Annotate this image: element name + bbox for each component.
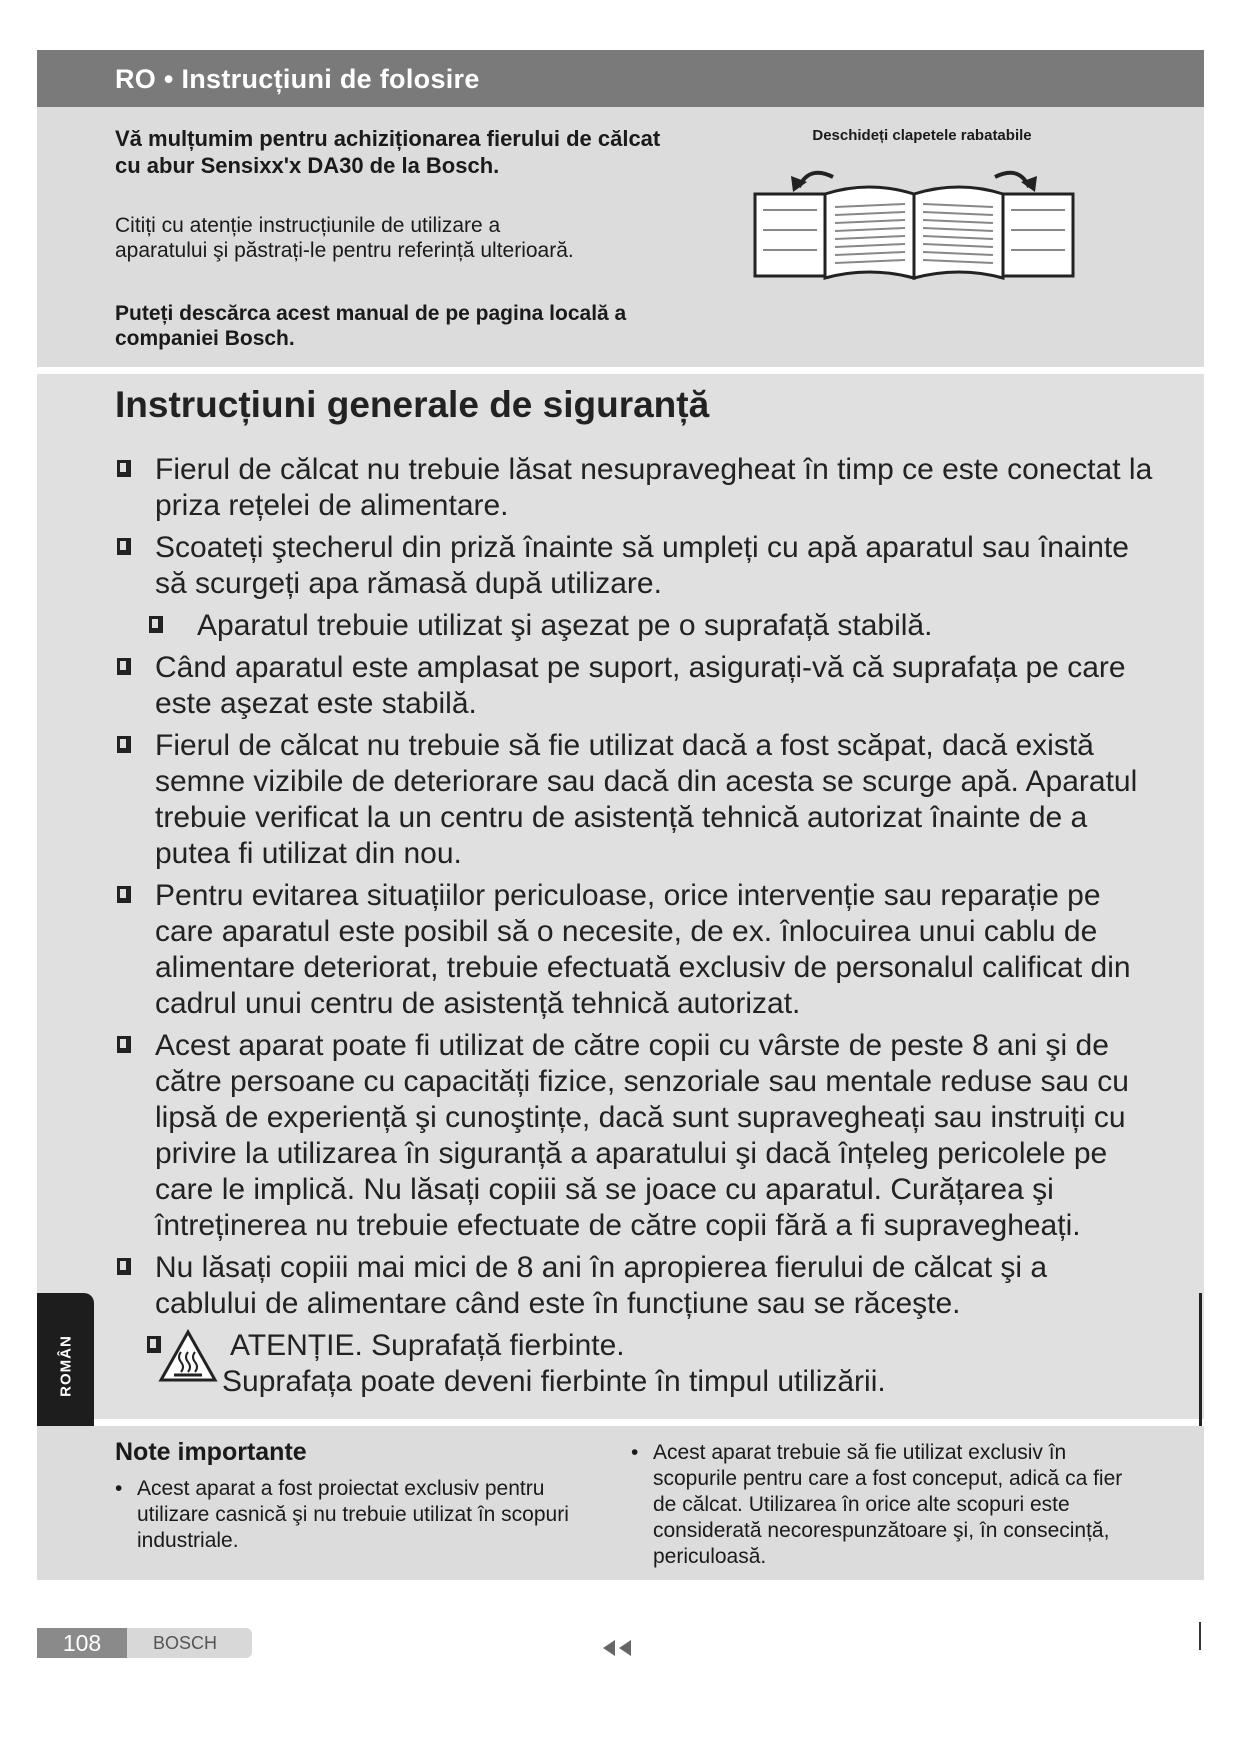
page-header — [37, 50, 1204, 107]
intro-thanks: Vă mulțumim pentru achiziționarea fierului de călcat cu abur Sensixx'x DA30 de la Bosch. — [115, 126, 661, 178]
list-item: Aparatul trebuie utilizat şi aşezat pe o suprafață stabilă. — [115, 608, 1155, 644]
footer-rule — [1199, 1622, 1201, 1650]
list-item: Acest aparat poate fi utilizat de către copii cu vârste de peste 8 ani şi de către persoane cu capacități fizice, senzoriale sau mentale reduse sau cu lipsă de experiență şi cunoştințe, dacă sunt supravegheați sau instruiți cu privire la utilizarea în siguranță a aparatului şi dacă înțeleg pericolele pe care le implică. Nu lăsați copiii să se joace cu aparatul. Curățarea şi întreținerea nu trebuie efectuate de către copii fără a fi supravegheați. — [115, 1028, 1155, 1244]
page-number: 108 — [37, 1628, 127, 1658]
list-item: Nu lăsați copiii mai mici de 8 ani în apropierea fierului de călcat şi a cablului de alimentare când este în funcțiune sau se răceşte. — [115, 1250, 1155, 1322]
hot-surface-warning-icon — [157, 1328, 219, 1384]
margin-rule — [1199, 1293, 1202, 1433]
list-item: Când aparatul este amplasat pe suport, asigurați-vă că suprafața pe care este aşezat este stabilă. — [115, 650, 1155, 722]
previous-page-icon[interactable] — [601, 1639, 635, 1657]
list-item: Scoateți ştecherul din priză înainte să umpleți cu apă aparatul sau înainte să scurgeți apa rămasă după utilizare. — [115, 530, 1155, 602]
checkbox-bullet-icon — [117, 736, 131, 753]
header-title: RO • Instrucțiuni de folosire — [115, 64, 480, 94]
checkbox-bullet-icon — [149, 616, 163, 633]
figure-caption: Deschideți clapetele rabatabile — [812, 127, 1032, 144]
checkbox-bullet-icon — [117, 460, 131, 477]
list-item: Fierul de călcat nu trebuie să fie utilizat dacă a fost scăpat, dacă există semne vizibile de deteriorare sau dacă din acesta se scurge apă. Aparatul trebuie verificat la un centru de asistență tehnică autorizat înainte de a putea fi utilizat din nou. — [115, 728, 1155, 872]
safety-title: Instrucțiuni generale de siguranță — [115, 384, 710, 425]
notes-section — [37, 1426, 1204, 1580]
hot-surface-warning — [115, 1328, 1155, 1400]
brand-label: BOSCH — [127, 1628, 252, 1658]
notes-title: Note importante — [115, 1438, 307, 1466]
bullet-icon: • — [631, 1441, 639, 1464]
checkbox-bullet-icon — [117, 886, 131, 903]
open-manual-icon — [749, 152, 1079, 282]
warning-text: Suprafața poate deveni fierbinte în timpul utilizării. — [222, 1365, 886, 1398]
intro-read: Citiți cu atenție instrucțiunile de utilizare a aparatului şi păstrați-le pentru referință ulterioară. — [115, 214, 574, 262]
safety-list — [115, 452, 1155, 1400]
list-item: Fierul de călcat nu trebuie lăsat nesupravegheat în timp ce este conectat la priza rețelei de alimentare. — [115, 452, 1155, 524]
list-item: Pentru evitarea situațiilor periculoase, orice intervenție sau reparație pe care aparatul este posibil să o necesite, de ex. înlocuirea unui cablu de alimentare deteriorat, trebuie efectuată exclusiv de personalul calificat din cadrul unui centru de asistență tehnică autorizat. — [115, 878, 1155, 1022]
language-label: ROMÂN — [57, 1335, 74, 1397]
checkbox-bullet-icon — [117, 1036, 131, 1053]
checkbox-bullet-icon — [117, 658, 131, 675]
note-item: • Acest aparat trebuie să fie utilizat exclusiv în scopurile pentru care a fost conceput, adică ca fier de călcat. Utilizarea în orice alte scopuri este considerată necorespunzătoare şi, în consecință, periculoasă. — [631, 1441, 1123, 1568]
checkbox-bullet-icon — [117, 538, 131, 555]
note-item: • Acest aparat a fost proiectat exclusiv pentru utilizare casnică şi nu trebuie utilizat în scopuri industriale. — [115, 1477, 569, 1552]
safety-section — [37, 374, 1204, 1419]
warning-title: ATENȚIE. Suprafață fierbinte. — [230, 1329, 625, 1362]
intro-download: Puteți descărca acest manual de pe pagina locală a companiei Bosch. — [115, 302, 627, 350]
language-side-tab — [37, 1293, 94, 1439]
checkbox-bullet-icon — [117, 1258, 131, 1275]
intro-section — [37, 107, 1204, 367]
bullet-icon: • — [115, 1477, 123, 1500]
